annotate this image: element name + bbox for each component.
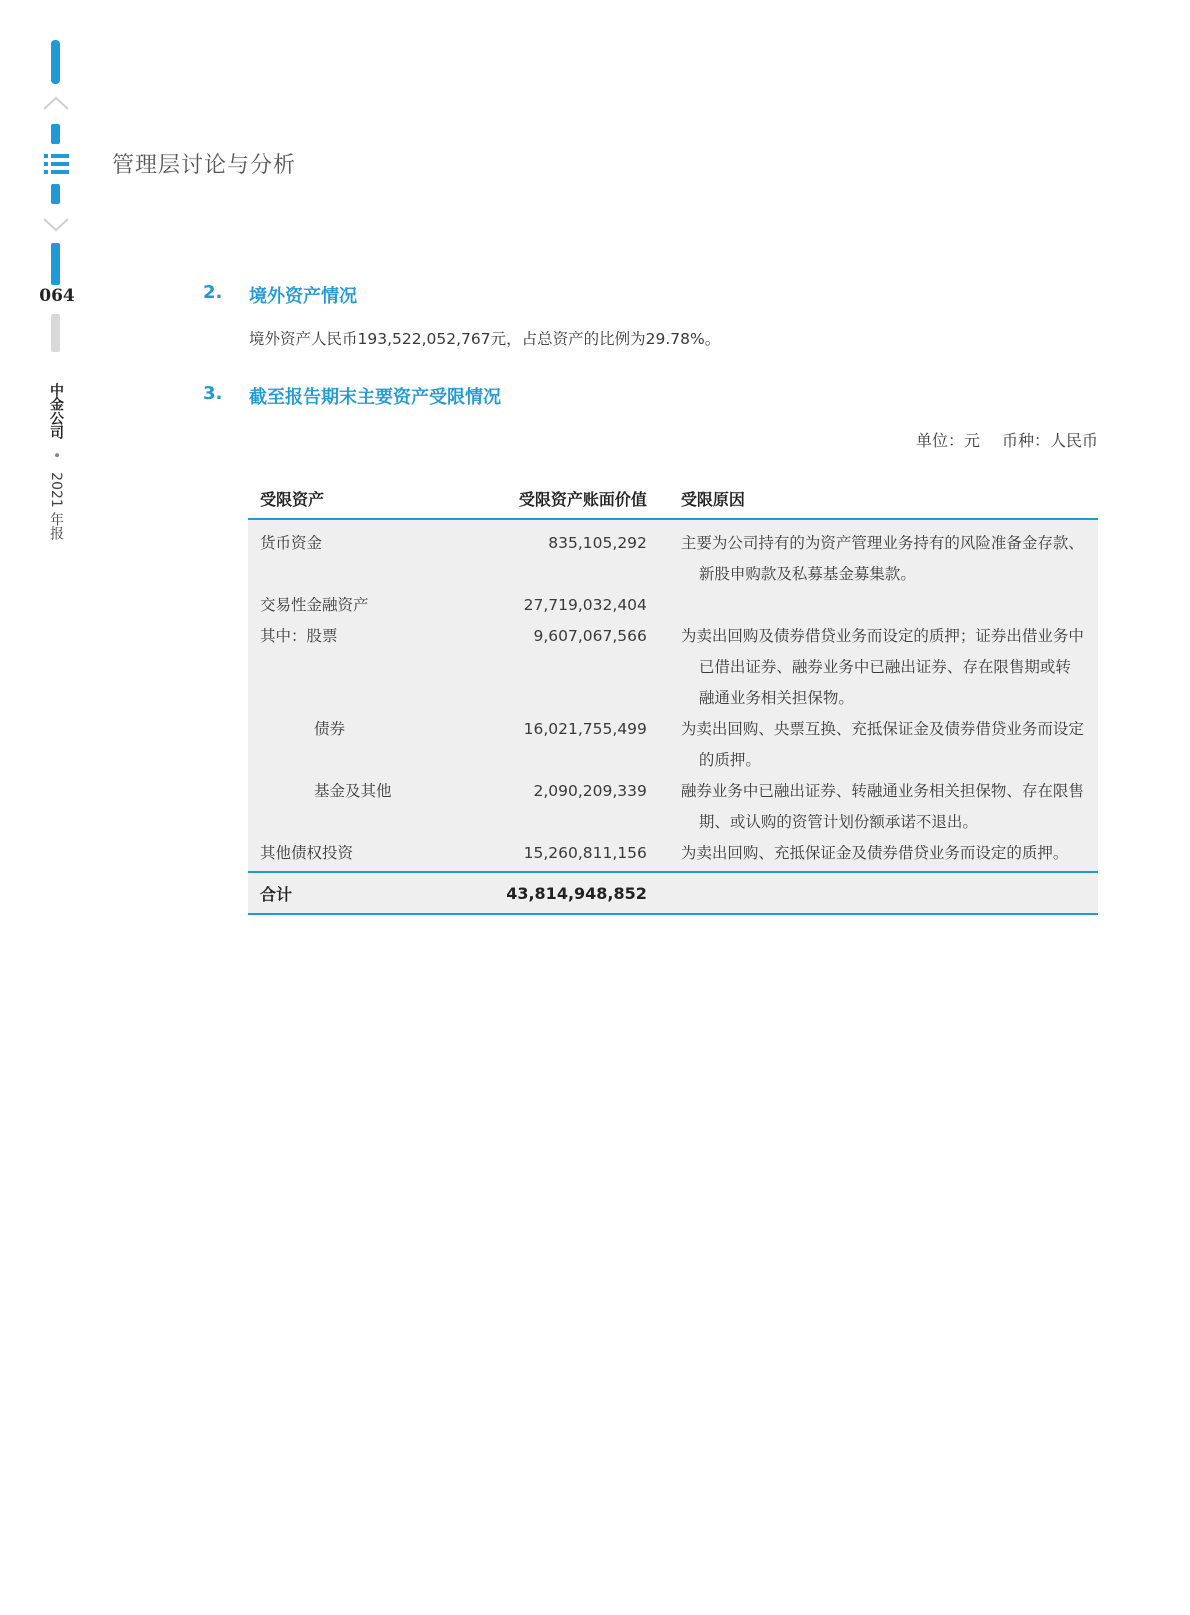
total-label: 合计	[248, 872, 478, 914]
reason-cell	[669, 776, 1098, 838]
reason-text: 融券业务中已融出证券、转融通业务相关担保物、存在限售期、或认购的资管计划份额承诺不退出。	[680, 782, 1084, 831]
table-header-row	[248, 478, 1098, 519]
reason-cell	[669, 590, 1098, 621]
rail-mid-bar-lower	[51, 184, 60, 204]
value-cell: 9,607,067,566	[478, 621, 669, 714]
column-header-asset: 受限资产	[248, 478, 478, 519]
total-reason-cell	[669, 872, 1098, 914]
value-cell: 835,105,292	[478, 519, 669, 590]
reason-cell	[669, 838, 1098, 872]
chevron-down-icon[interactable]	[42, 216, 70, 234]
unit-currency-line	[916, 428, 1098, 451]
restricted-assets-table	[248, 478, 1098, 915]
reason-cell	[669, 519, 1098, 590]
rail-bottom-bar	[51, 243, 60, 285]
company-name: 中金公司	[48, 383, 64, 439]
table-row	[248, 621, 1098, 714]
table-total-row	[248, 872, 1098, 914]
chevron-up-icon[interactable]	[42, 94, 70, 112]
section-3-title: 截至报告期末主要资产受限情况	[249, 387, 501, 408]
table-row	[248, 590, 1098, 621]
reason-cell	[669, 714, 1098, 776]
asset-cell: 其中：股票	[248, 621, 478, 714]
value-cell: 2,090,209,339	[478, 776, 669, 838]
section-3-number: 3.	[203, 383, 223, 404]
table-row	[248, 714, 1098, 776]
value-cell: 15,260,811,156	[478, 838, 669, 872]
column-header-reason: 受限原因	[669, 478, 1098, 519]
reason-cell	[669, 621, 1098, 714]
reason-text: 为卖出回购、央票互换、充抵保证金及债券借贷业务而设定的质押。	[680, 720, 1084, 769]
asset-cell: 债券	[248, 714, 478, 776]
asset-cell: 其他债权投资	[248, 838, 478, 872]
report-name: 2021 年报	[48, 472, 64, 541]
report-vertical-label	[47, 383, 65, 540]
rail-gray-bar	[51, 314, 60, 352]
currency-label: 币种：人民币	[1001, 431, 1098, 450]
reason-text: 主要为公司持有的为资产管理业务持有的风险准备金存款、新股申购款及私募基金募集款。	[680, 534, 1084, 583]
rail-top-bar	[51, 40, 60, 84]
label-separator: •	[48, 451, 64, 460]
total-value: 43,814,948,852	[478, 872, 669, 914]
column-header-value: 受限资产账面价值	[478, 478, 669, 519]
table-row	[248, 838, 1098, 872]
table-row	[248, 776, 1098, 838]
page-number: 064	[39, 286, 75, 306]
rail-mid-bar-upper	[51, 124, 60, 144]
asset-cell: 基金及其他	[248, 776, 478, 838]
value-cell: 27,719,032,404	[478, 590, 669, 621]
section-2-number: 2.	[203, 282, 223, 303]
value-cell: 16,021,755,499	[478, 714, 669, 776]
menu-list-icon[interactable]	[44, 152, 70, 176]
table-row	[248, 519, 1098, 590]
unit-label: 单位：元	[915, 431, 980, 450]
reason-text: 为卖出回购及债券借贷业务而设定的质押；证券出借业务中已借出证券、融券业务中已融出证券、存在限售期或转融通业务相关担保物。	[680, 627, 1084, 707]
page-title: 管理层讨论与分析	[112, 153, 297, 178]
asset-cell: 交易性金融资产	[248, 590, 478, 621]
asset-cell: 货币资金	[248, 519, 478, 590]
section-2-title: 境外资产情况	[249, 286, 357, 307]
section-2-paragraph: 境外资产人民币193,522,052,767元，占总资产的比例为29.78%。	[249, 330, 721, 348]
reason-text: 为卖出回购、充抵保证金及债券借贷业务而设定的质押。	[680, 844, 1069, 862]
